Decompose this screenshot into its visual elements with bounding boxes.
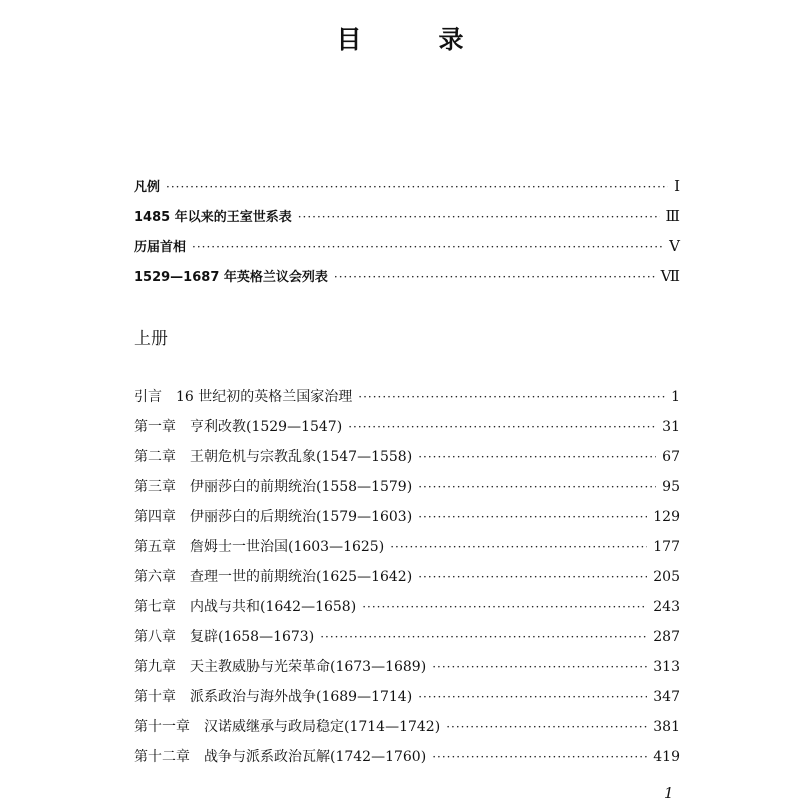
chapter-number: 第七章 <box>134 599 176 615</box>
page-title: 目 录 <box>336 25 490 54</box>
footer-page-number: 1 <box>664 784 674 802</box>
section-heading: 上册 <box>134 329 168 349</box>
dot-leader <box>390 540 647 554</box>
dot-leader <box>446 720 647 734</box>
toc-entry-chapter[interactable] <box>134 416 680 438</box>
chapter-number: 第五章 <box>134 539 176 555</box>
toc-entry-chapter[interactable] <box>134 386 680 408</box>
toc-entry-chapter[interactable] <box>134 686 680 708</box>
chapter-page: 95 <box>662 479 680 495</box>
toc-entry-chapter[interactable] <box>134 536 680 558</box>
chapter-title: 汉诺威继承与政局稳定(1714—1742) <box>204 719 441 735</box>
dot-leader <box>418 450 656 464</box>
chapter-title: 亨利改教(1529—1547) <box>190 419 343 435</box>
toc-entry-front-matter[interactable] <box>134 266 680 288</box>
dot-leader <box>334 270 655 284</box>
dot-leader <box>432 660 647 674</box>
toc-entry-page: Ⅲ <box>665 207 680 225</box>
chapter-number: 第一章 <box>134 419 176 435</box>
chapter-number: 第四章 <box>134 509 176 525</box>
dot-leader <box>418 570 647 584</box>
dot-leader <box>348 420 656 434</box>
toc-entry-chapter[interactable] <box>134 506 680 528</box>
chapter-title: 查理一世的前期统治(1625—1642) <box>190 569 413 585</box>
chapter-number: 第八章 <box>134 629 176 645</box>
chapter-page: 287 <box>653 629 680 645</box>
chapter-page: 243 <box>653 599 680 615</box>
chapter-page: 1 <box>671 389 680 405</box>
chapter-title: 16 世纪初的英格兰国家治理 <box>176 389 353 405</box>
chapter-title: 战争与派系政治瓦解(1742—1760) <box>204 749 427 765</box>
dot-leader <box>320 630 647 644</box>
toc-entry-label: 1485 年以来的王室世系表 <box>134 210 292 225</box>
toc-entry-label: 历届首相 <box>134 240 187 255</box>
chapter-title: 伊丽莎白的后期统治(1579—1603) <box>190 509 413 525</box>
toc-entry-chapter[interactable] <box>134 656 680 678</box>
dot-leader <box>362 600 647 614</box>
toc-entry-chapter[interactable] <box>134 476 680 498</box>
chapter-number: 第十一章 <box>134 719 190 735</box>
toc-entry-front-matter[interactable] <box>134 206 680 228</box>
dot-leader <box>432 750 647 764</box>
toc-entry-chapter[interactable] <box>134 446 680 468</box>
chapter-page: 313 <box>653 659 680 675</box>
chapter-number: 第十章 <box>134 689 176 705</box>
chapter-page: 381 <box>653 719 680 735</box>
chapter-title: 复辟(1658—1673) <box>190 629 315 645</box>
toc-entry-front-matter[interactable] <box>134 236 680 258</box>
chapter-title: 天主教威胁与光荣革命(1673—1689) <box>190 659 427 675</box>
chapter-page: 419 <box>653 749 680 765</box>
toc-entry-page: Ⅶ <box>660 267 680 285</box>
dot-leader <box>358 390 665 404</box>
chapter-title: 伊丽莎白的前期统治(1558—1579) <box>190 479 413 495</box>
chapter-page: 31 <box>662 419 680 435</box>
toc-entry-front-matter[interactable] <box>134 176 680 198</box>
toc-entry-label: 1529—1687 年英格兰议会列表 <box>134 270 328 285</box>
chapter-page: 177 <box>653 539 680 555</box>
chapter-number: 第十二章 <box>134 749 190 765</box>
dot-leader <box>298 210 660 224</box>
chapter-title: 派系政治与海外战争(1689—1714) <box>190 689 413 705</box>
dot-leader <box>418 510 647 524</box>
chapter-number: 第九章 <box>134 659 176 675</box>
toc-entry-page: Ⅴ <box>669 237 680 255</box>
dot-leader <box>418 690 647 704</box>
chapter-number: 第二章 <box>134 449 176 465</box>
chapter-title: 詹姆士一世治国(1603—1625) <box>190 539 385 555</box>
chapter-title: 内战与共和(1642—1658) <box>190 599 357 615</box>
dot-leader <box>166 180 668 194</box>
chapter-number: 第六章 <box>134 569 176 585</box>
toc-entry-chapter[interactable] <box>134 566 680 588</box>
toc-entry-chapter[interactable] <box>134 626 680 648</box>
chapter-number: 引言 <box>134 389 162 405</box>
chapter-page: 205 <box>653 569 680 585</box>
chapter-number: 第三章 <box>134 479 176 495</box>
toc-entry-chapter[interactable] <box>134 746 680 768</box>
toc-entry-chapter[interactable] <box>134 716 680 738</box>
dot-leader <box>192 240 663 254</box>
toc-entry-page: Ⅰ <box>674 177 680 195</box>
dot-leader <box>418 480 656 494</box>
chapter-page: 347 <box>653 689 680 705</box>
chapter-title: 王朝危机与宗教乱象(1547—1558) <box>190 449 413 465</box>
chapter-page: 67 <box>662 449 680 465</box>
toc-entry-label: 凡例 <box>134 180 161 195</box>
chapter-page: 129 <box>653 509 680 525</box>
toc-entry-chapter[interactable] <box>134 596 680 618</box>
